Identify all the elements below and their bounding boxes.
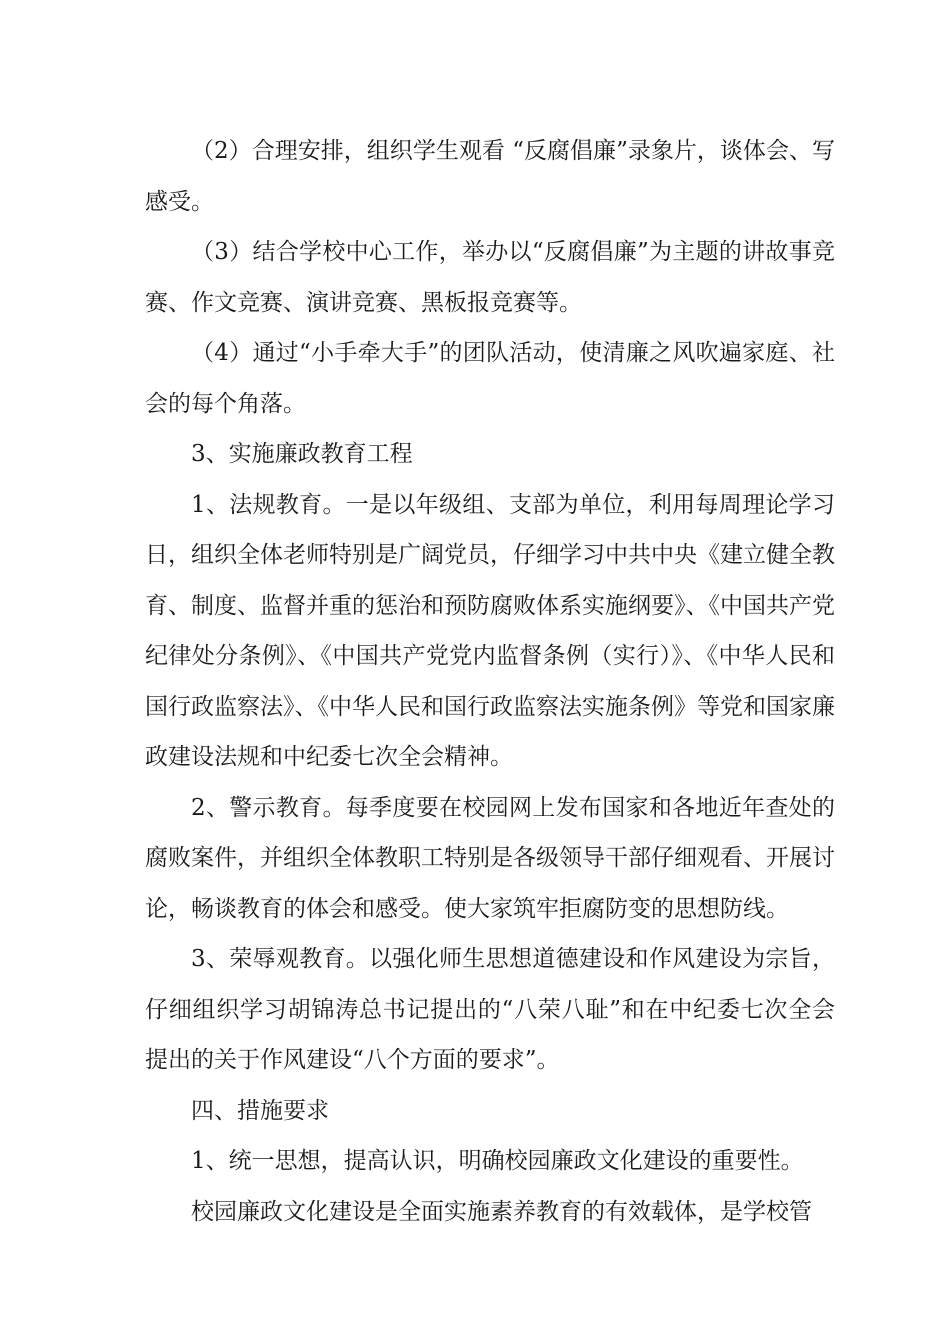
paragraph-unify-thinking: 1、统一思想，提高认识，明确校园廉政文化建设的重要性。 [191, 1148, 804, 1174]
paragraph-warning-education: 2、警示教育。每季度要在校园网上发布国家和各地近年查处的腐败案件，并组织全体教职工特别是各级领导干部仔细观看、开展讨论，畅谈教育的体会和感受。使大家筑牢拒腐防变的思想防线。 [145, 794, 835, 922]
section-heading-implement-education: 3、实施廉政教育工程 [191, 441, 413, 467]
paragraph-campus-culture: 校园廉政文化建设是全面实施素养教育的有效载体，是学校管 [191, 1198, 812, 1225]
document-body [145, 126, 835, 1237]
paragraph-item-2: （2）合理安排，组织学生观看 “反腐倡廉”录象片，谈体会、写感受。 [145, 138, 835, 215]
paragraph-item-4: （4）通过“小手牵大手”的团队活动，使清廉之风吹遍家庭、社会的每个角落。 [145, 340, 835, 417]
paragraph-item-3: （3）结合学校中心工作，举办以“反腐倡廉”为主题的讲故事竞赛、作文竞赛、演讲竞赛、黑板报竞赛等。 [145, 239, 835, 316]
paragraph-regulation-education: 1、法规教育。一是以年级组、支部为单位，利用每周理论学习日，组织全体老师特别是广阔党员，仔细学习中共中央《建立健全教育、制度、监督并重的惩治和预防腐败体系实施纲要》、《中国共产党纪律处分条例》、《中国共产党党内监督条例（实行）》、《中华人民和国行政监察法》、《中华人民和国行政监察法实施条例》等党和国家廉政建设法规和中纪委七次全会精神。 [145, 491, 835, 770]
paragraph-honor-education: 3、荣辱观教育。以强化师生思想道德建设和作风建设为宗旨，仔细组织学习胡锦涛总书记提出的“八荣八耻”和在中纪委七次全会提出的关于作风建设“八个方面的要求”。 [145, 946, 835, 1073]
section-heading-measures: 四、措施要求 [191, 1097, 329, 1124]
